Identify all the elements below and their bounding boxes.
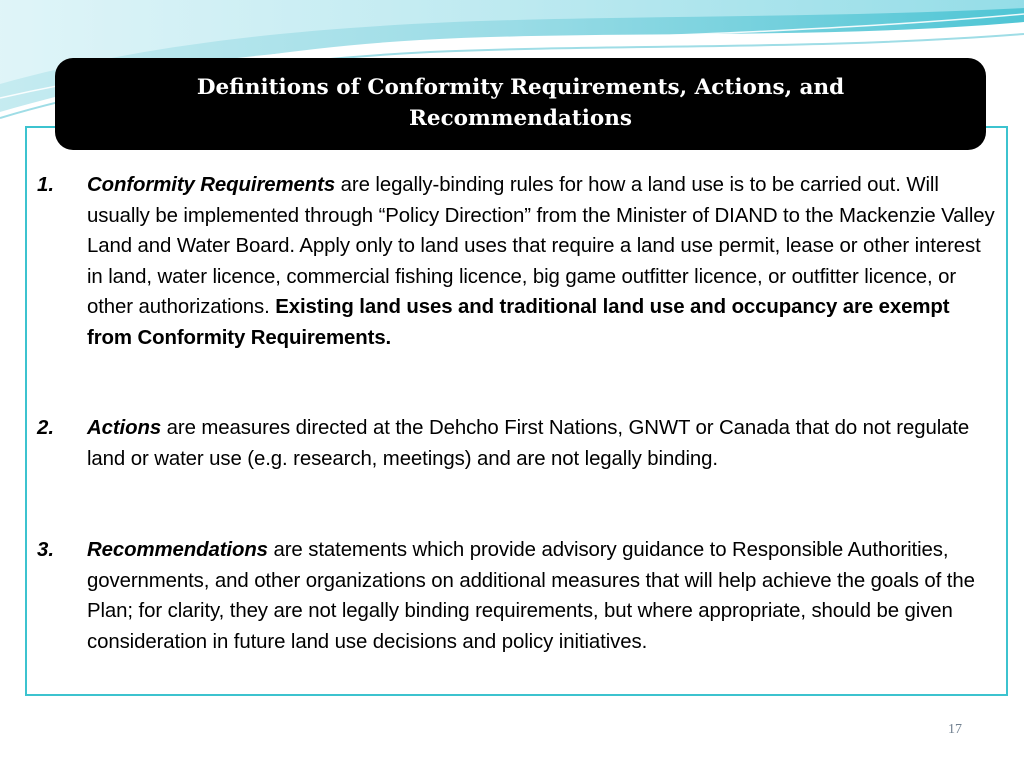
definition-body: are statements which provide advisory guidance to Responsible Authorities, governments, and other organizations on additional measures that will help achieve the goals of the Plan; for clarity, they are not legally binding requirements, but where appropriate, should be given consideration in future land use decisions and policy initiatives. [87,539,975,653]
definition-text [87,535,995,657]
definition-item-actions [27,413,1007,474]
definitions-box [25,126,1008,696]
slide-number: 17 [948,722,962,737]
definition-body: are measures directed at the Dehcho First Nations, GNWT or Canada that do not regulate land or water use (e.g. research, meetings) and are not legally binding. [87,417,970,470]
definition-text [87,413,995,474]
definition-term: Recommendations [87,539,268,561]
definition-term: Conformity Requirements [87,174,336,196]
slide-title: Definitions of Conformity Requirements, Actions, and Recommendations [196,75,845,131]
definition-text [87,170,995,354]
definition-item-recommendations [27,535,1007,657]
definition-body: are legally-binding rules for how a land use is to be carried out. Will usually be implemented through “Policy Direction” from the Minister of DIAND to the Mackenzie Valley Land and Water Board. Apply only to land uses that require a land use permit, lease or other interest in land, water licence, commercial fishing licence, big game outfitter licence, or outfitter licence, or other authorizations. [87,174,995,319]
definition-term: Actions [87,417,162,439]
definition-number: 2. [37,417,55,439]
slide-title-bar [55,58,986,150]
definition-number: 1. [37,174,55,196]
definition-item-conformity-requirements [27,170,1007,354]
definition-number: 3. [37,539,55,561]
definition-emphasis: Existing land uses and traditional land use and occupancy are exempt from Conformity Requirements. [87,296,950,349]
